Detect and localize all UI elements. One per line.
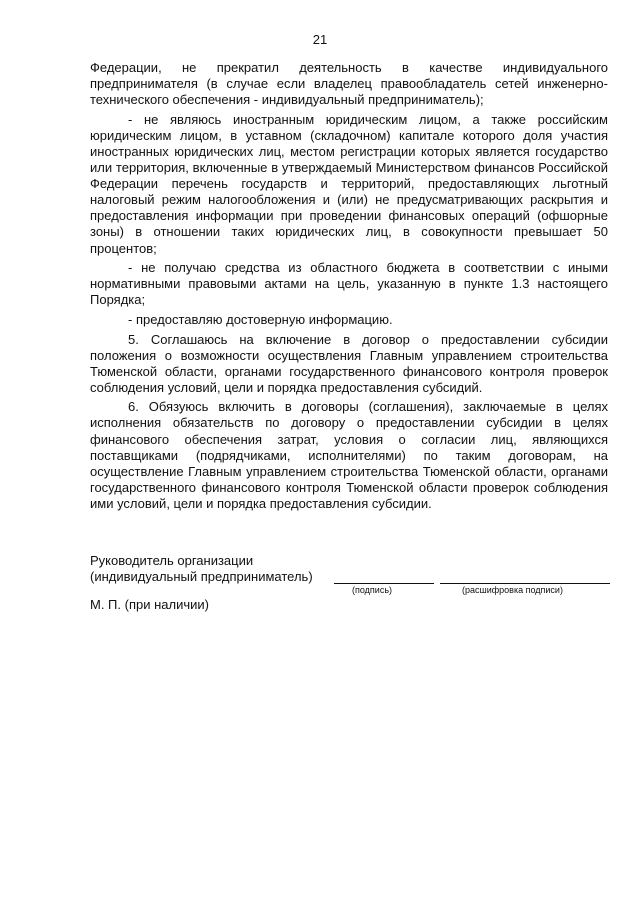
stamp-note: М. П. (при наличии) bbox=[90, 597, 209, 612]
page-number: 21 bbox=[312, 32, 328, 47]
paragraph-continuation: Федерации, не прекратил деятельность в качестве индивидуального предпринимателя (в случае если владелец правообладатель сетей инженерно-технического обеспечения - индивидуальный предприниматель); bbox=[90, 60, 608, 108]
document-body bbox=[90, 60, 608, 516]
signatory-subtitle: (индивидуальный предприниматель) bbox=[90, 569, 313, 584]
signature-decoding-caption: (расшифровка подписи) bbox=[462, 585, 563, 595]
signatory-title: Руководитель организации bbox=[90, 553, 254, 568]
paragraph-item-6: 6. Обязуюсь включить в договоры (соглашения), заключаемые в целях исполнения обязательств по договору о предоставлении субсидии в целях финансового обеспечения затрат, условия о согласии лиц, являющихся поставщиками (подрядчиками, исполнителями) по таким договорам, на осуществление Главным управлением строительства Тюменской области, органами государственного финансового контроля Тюменской области проверок соблюдения ими условий, цели и порядка предоставления субсидии. bbox=[90, 399, 608, 511]
signature-block bbox=[90, 553, 610, 612]
paragraph-not-foreign-entity: - не являюсь иностранным юридическим лицом, а также российским юридическим лицом, в уставном (складочном) капитале которого доля участия иностранных юридических лиц, местом регистрации которых является государство или территория, включенные в утверждаемый Министерством финансов Российской Федерации перечень государств и территорий, предоставляющих льготный налоговый режим налогообложения и (или) не предусматривающих раскрытия и предоставления информации при проведении финансовых операций (офшорные зоны) в отношении таких юридических лиц, в совокупности превышает 50 процентов; bbox=[90, 111, 608, 256]
signature-blank-line bbox=[334, 583, 434, 584]
paragraph-reliable-info: - предоставляю достоверную информацию. bbox=[128, 311, 393, 327]
signature-caption: (подпись) bbox=[352, 585, 393, 595]
signature-decoding-blank-line bbox=[440, 583, 610, 584]
paragraph-no-budget-funds: - не получаю средства из областного бюджета в соответствии с иными нормативными правовыми актами на цель, указанную в пункте 1.3 настоящего Порядка; bbox=[90, 260, 608, 308]
paragraph-item-5: 5. Соглашаюсь на включение в договор о предоставлении субсидии положения о возможности осуществления Главным управлением строительства Тюменской области, органами государственного финансового контроля проверок соблюдения условий, цели и порядка предоставления субсидий. bbox=[90, 331, 608, 395]
signature-row bbox=[90, 569, 610, 595]
